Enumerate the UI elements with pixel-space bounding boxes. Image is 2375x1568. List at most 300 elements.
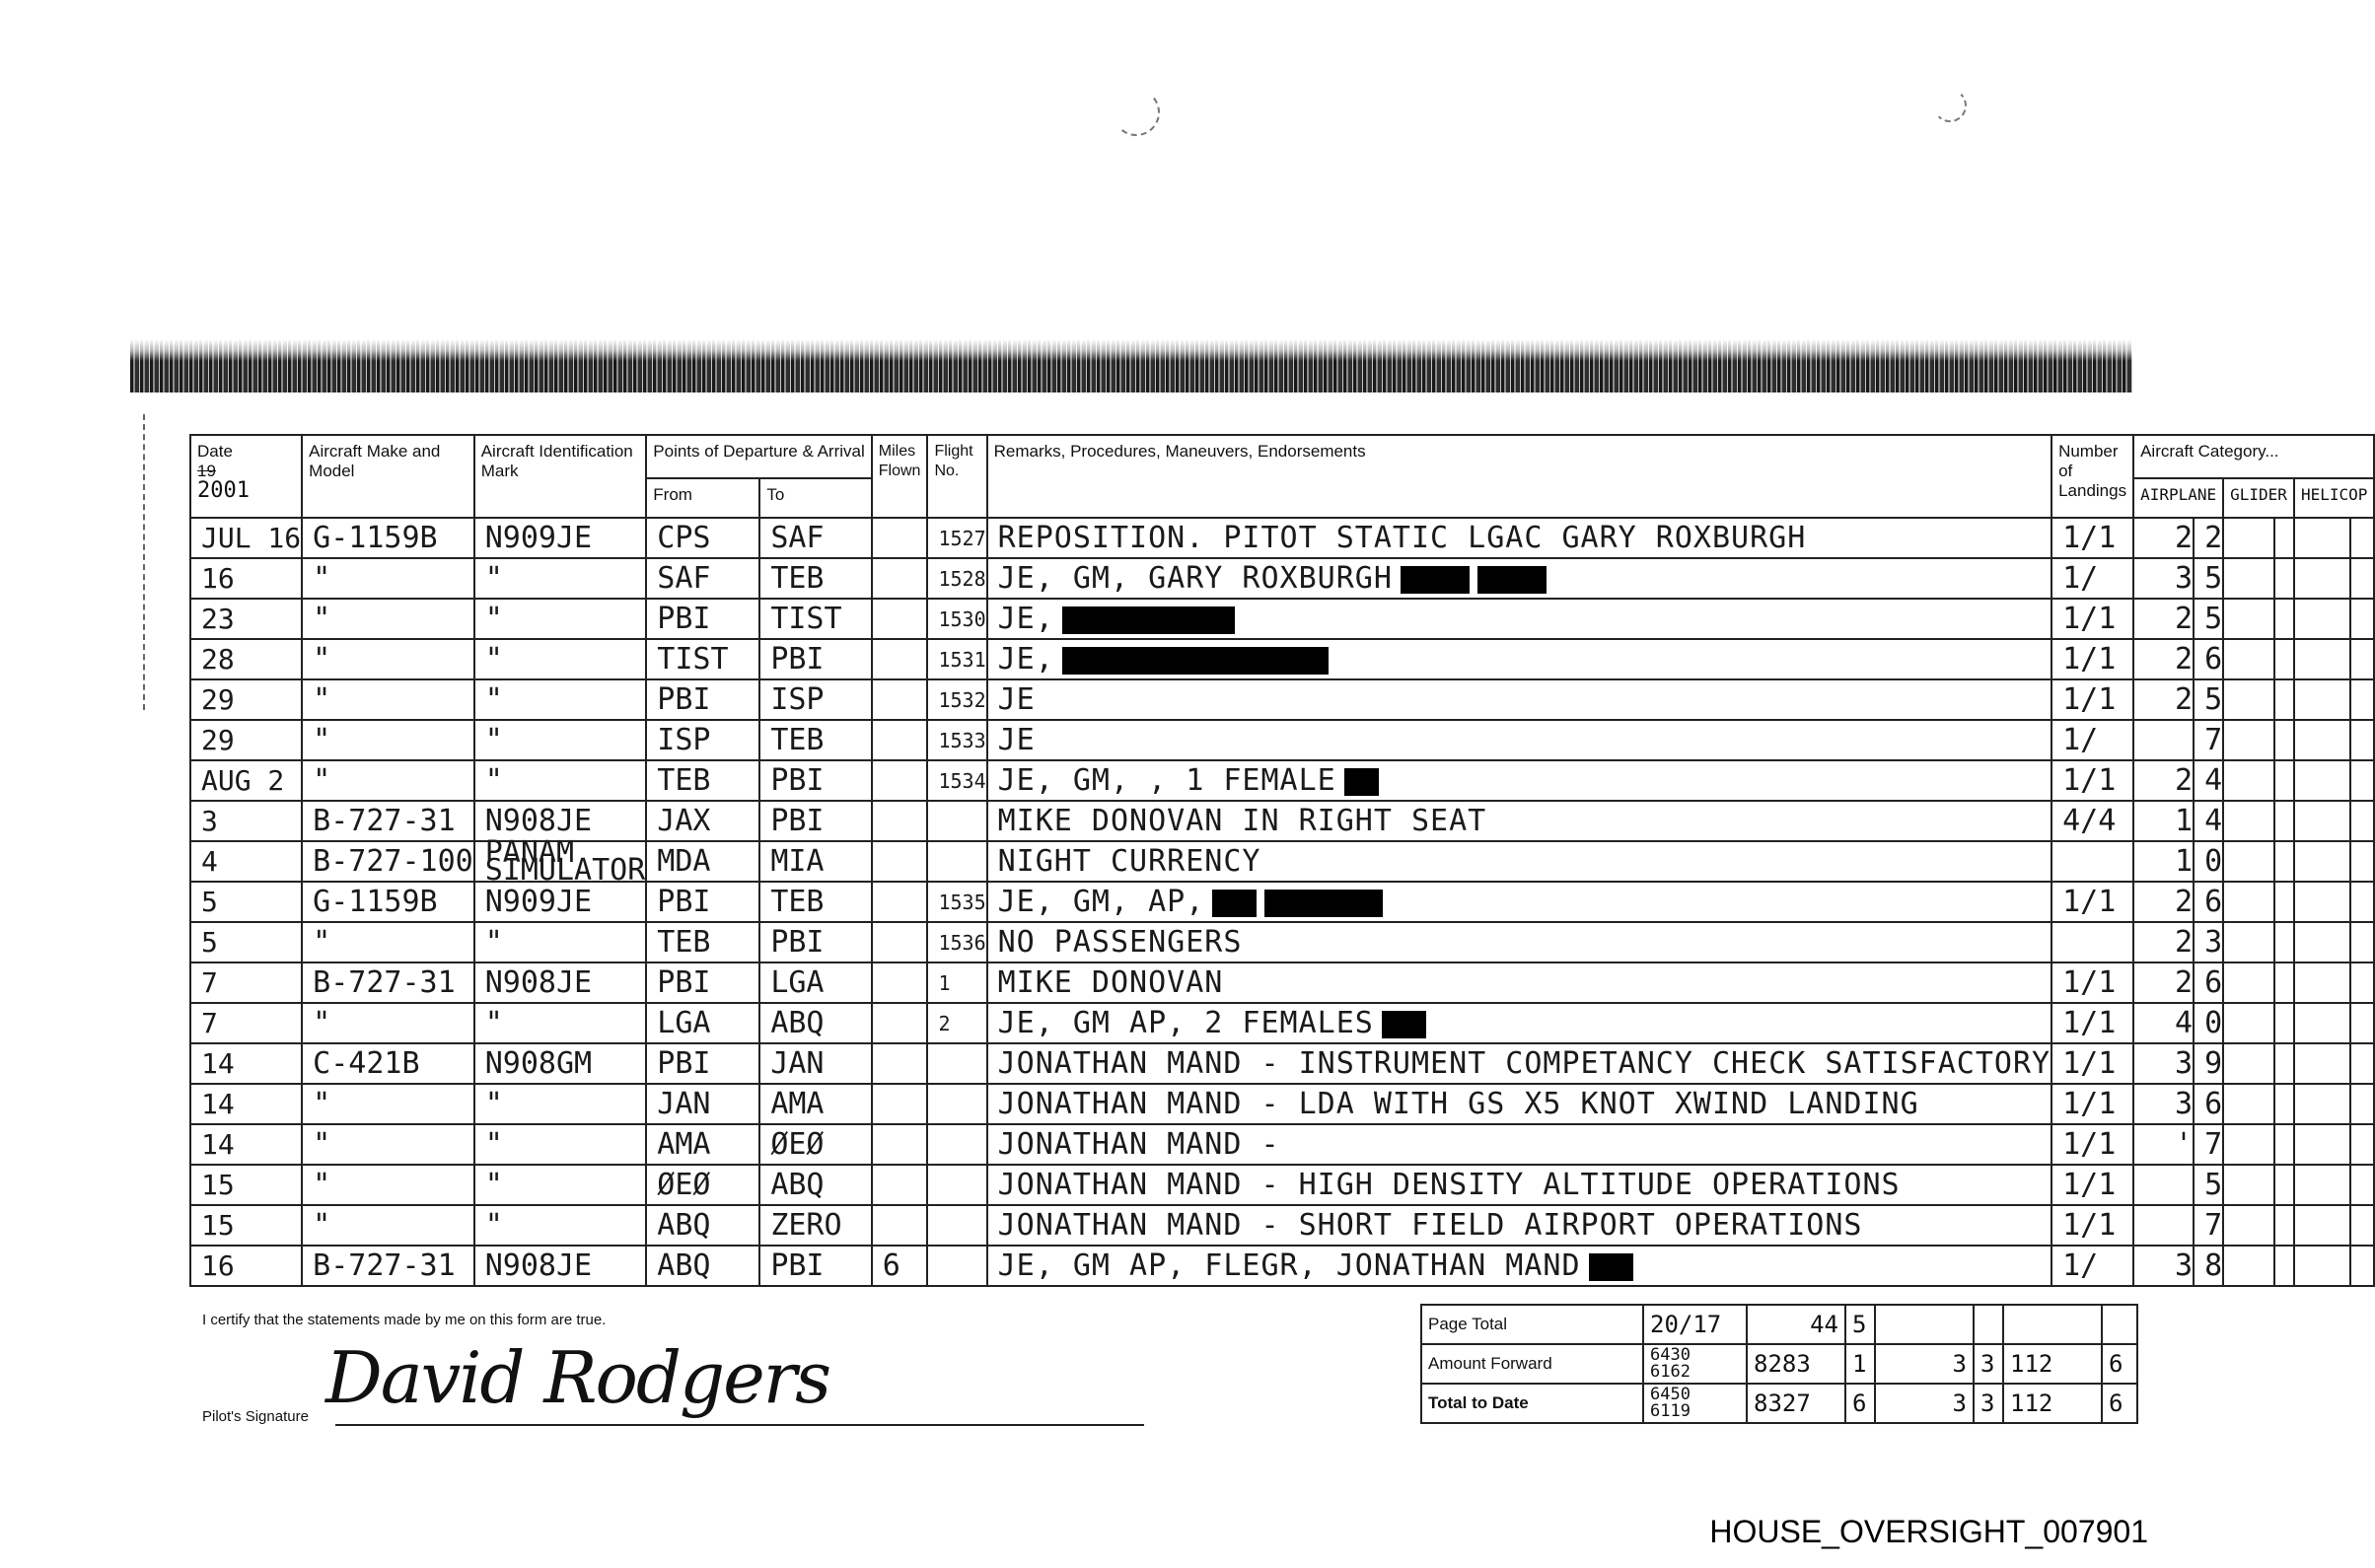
totals-table: [1420, 1304, 2138, 1424]
signature-label: Pilot's Signature: [202, 1408, 309, 1425]
log-empty-cell: [2350, 518, 2374, 558]
log-ident: ": [474, 760, 647, 801]
amount-forward-min: 1: [1845, 1344, 1875, 1384]
log-to: ABQ: [759, 1003, 871, 1043]
log-to: JAN: [759, 1043, 871, 1084]
log-miles: [872, 558, 928, 599]
log-remarks: JONATHAN MAND - LDA WITH GS X5 KNOT XWIND LANDING: [987, 1084, 2051, 1124]
log-miles: [872, 922, 928, 962]
log-empty-cell: [2223, 760, 2274, 801]
log-remarks: NO PASSENGERS: [987, 922, 2051, 962]
log-airplane-hours: [2133, 720, 2194, 760]
log-to: TEB: [759, 558, 871, 599]
amount-forward-glider-min: 3: [1974, 1344, 2003, 1384]
log-airplane-min: 6: [2194, 1084, 2223, 1124]
log-to: ZERO: [759, 1205, 871, 1246]
amount-forward-hours: 8283: [1747, 1344, 1845, 1384]
log-landings: 1/1: [2051, 639, 2133, 679]
redaction-bar: [1344, 768, 1379, 796]
log-row: [190, 558, 2374, 599]
log-row: [190, 1003, 2374, 1043]
log-empty-cell: [2274, 679, 2294, 720]
log-row: [190, 760, 2374, 801]
log-empty-cell: [2223, 1084, 2274, 1124]
log-landings: 1/1: [2051, 1124, 2133, 1165]
log-date: 23: [190, 599, 302, 639]
log-landings: 1/1: [2051, 1003, 2133, 1043]
log-date: 16: [190, 558, 302, 599]
log-make: ": [302, 558, 474, 599]
log-ident: ": [474, 1124, 647, 1165]
log-airplane-hours: [2133, 1205, 2194, 1246]
log-airplane-hours: ': [2133, 1124, 2194, 1165]
log-to: ØEØ: [759, 1124, 871, 1165]
log-from: PBI: [646, 599, 759, 639]
log-rows: [190, 518, 2374, 1286]
log-from: LGA: [646, 1003, 759, 1043]
log-remarks: JE,: [987, 639, 2051, 679]
log-flight: [927, 1165, 986, 1205]
log-flight: [927, 1043, 986, 1084]
log-miles: [872, 801, 928, 841]
log-empty-cell: [2350, 1246, 2374, 1286]
log-flight: [927, 1205, 986, 1246]
log-ident: PANAM SIMULATOR: [474, 841, 647, 882]
log-empty-cell: [2274, 922, 2294, 962]
log-make: ": [302, 720, 474, 760]
log-miles: [872, 518, 928, 558]
log-date: 14: [190, 1084, 302, 1124]
log-landings: 1/1: [2051, 1165, 2133, 1205]
log-airplane-min: 8: [2194, 1246, 2223, 1286]
log-date: 5: [190, 882, 302, 922]
log-empty-cell: [2274, 801, 2294, 841]
log-flight: 1: [927, 962, 986, 1003]
log-make: C-421B: [302, 1043, 474, 1084]
log-empty-cell: [2350, 1165, 2374, 1205]
log-remarks: NIGHT CURRENCY: [987, 841, 2051, 882]
log-miles: [872, 882, 928, 922]
log-make: G-1159B: [302, 518, 474, 558]
log-flight: 1527: [927, 518, 986, 558]
log-landings: 1/1: [2051, 679, 2133, 720]
log-empty-cell: [2274, 841, 2294, 882]
header-remarks: Remarks, Procedures, Maneuvers, Endorsements: [987, 435, 2051, 518]
total-to-date-heli: 112: [2003, 1384, 2102, 1423]
log-ident: ": [474, 679, 647, 720]
amount-forward-landings: 6430 6162: [1643, 1344, 1747, 1384]
header-cat-airplane: AIRPLANE: [2133, 478, 2223, 518]
log-miles: [872, 1043, 928, 1084]
log-landings: 1/: [2051, 720, 2133, 760]
log-empty-cell: [2274, 1043, 2294, 1084]
log-empty-cell: [2350, 962, 2374, 1003]
log-row: [190, 599, 2374, 639]
log-empty-cell: [2350, 801, 2374, 841]
log-empty-cell: [2274, 558, 2294, 599]
log-landings: [2051, 922, 2133, 962]
log-make: ": [302, 639, 474, 679]
header-points: Points of Departure & Arrival: [646, 435, 871, 478]
log-flight: [927, 1246, 986, 1286]
log-empty-cell: [2223, 922, 2274, 962]
log-remarks: JE, GM, AP,: [987, 882, 2051, 922]
log-empty-cell: [2294, 639, 2350, 679]
log-make: ": [302, 1124, 474, 1165]
log-empty-cell: [2223, 1246, 2274, 1286]
log-empty-cell: [2294, 760, 2350, 801]
log-to: PBI: [759, 1246, 871, 1286]
log-miles: [872, 1124, 928, 1165]
log-remarks: JE,: [987, 599, 2051, 639]
header-cat-helicopter: HELICOP: [2294, 478, 2374, 518]
redaction-bar: [1401, 566, 1470, 594]
log-airplane-hours: 3: [2133, 1084, 2194, 1124]
log-flight: 1535: [927, 882, 986, 922]
log-flight: 1534: [927, 760, 986, 801]
log-airplane-min: 7: [2194, 1124, 2223, 1165]
log-empty-cell: [2350, 1205, 2374, 1246]
log-airplane-hours: 2: [2133, 882, 2194, 922]
signature-line: [335, 1424, 1144, 1426]
log-empty-cell: [2223, 720, 2274, 760]
log-flight: [927, 1124, 986, 1165]
log-empty-cell: [2223, 882, 2274, 922]
log-make: ": [302, 1003, 474, 1043]
log-date: 7: [190, 962, 302, 1003]
log-empty-cell: [2294, 1043, 2350, 1084]
log-airplane-hours: 2: [2133, 679, 2194, 720]
log-date: 4: [190, 841, 302, 882]
log-landings: 1/1: [2051, 1084, 2133, 1124]
log-from: JAN: [646, 1084, 759, 1124]
log-to: LGA: [759, 962, 871, 1003]
log-empty-cell: [2294, 841, 2350, 882]
log-remarks: JE, GM AP, FLEGR, JONATHAN MAND: [987, 1246, 2051, 1286]
log-empty-cell: [2294, 1246, 2350, 1286]
log-remarks: MIKE DONOVAN IN RIGHT SEAT: [987, 801, 2051, 841]
log-from: ØEØ: [646, 1165, 759, 1205]
log-make: ": [302, 679, 474, 720]
log-remarks: JONATHAN MAND - INSTRUMENT COMPETANCY CHECK SATISFACTORY: [987, 1043, 2051, 1084]
margin-mark: [143, 414, 147, 710]
log-airplane-min: 6: [2194, 639, 2223, 679]
log-empty-cell: [2294, 518, 2350, 558]
log-empty-cell: [2350, 558, 2374, 599]
log-empty-cell: [2223, 639, 2274, 679]
log-airplane-min: 0: [2194, 841, 2223, 882]
total-to-date-label: Total to Date: [1421, 1384, 1643, 1423]
bates-stamp: HOUSE_OVERSIGHT_007901: [1709, 1514, 2148, 1549]
page-total-landings: 20/17: [1643, 1305, 1747, 1344]
header-from: From: [646, 478, 759, 518]
log-empty-cell: [2350, 922, 2374, 962]
empty-cell: [2003, 1305, 2102, 1344]
log-empty-cell: [2223, 801, 2274, 841]
log-to: PBI: [759, 922, 871, 962]
redaction-bar: [1264, 890, 1383, 917]
log-airplane-min: 0: [2194, 1003, 2223, 1043]
log-empty-cell: [2223, 1124, 2274, 1165]
log-miles: [872, 841, 928, 882]
log-flight: 1530: [927, 599, 986, 639]
log-ident: ": [474, 1205, 647, 1246]
redaction-bar: [1477, 566, 1547, 594]
log-airplane-hours: [2133, 1165, 2194, 1205]
log-row: [190, 841, 2374, 882]
total-to-date-min: 6: [1845, 1384, 1875, 1423]
log-empty-cell: [2274, 1003, 2294, 1043]
log-row: [190, 639, 2374, 679]
log-from: ISP: [646, 720, 759, 760]
log-to: ABQ: [759, 1165, 871, 1205]
log-remarks: MIKE DONOVAN: [987, 962, 2051, 1003]
total-to-date-heli-min: 6: [2102, 1384, 2137, 1423]
log-remarks: JONATHAN MAND - HIGH DENSITY ALTITUDE OPERATIONS: [987, 1165, 2051, 1205]
log-make: ": [302, 599, 474, 639]
log-date: 15: [190, 1165, 302, 1205]
redaction-bar: [1062, 606, 1235, 634]
log-row: [190, 518, 2374, 558]
log-empty-cell: [2294, 599, 2350, 639]
log-ident: ": [474, 1165, 647, 1205]
log-to: TEB: [759, 882, 871, 922]
log-empty-cell: [2274, 518, 2294, 558]
punch-hole-mark: [1113, 89, 1160, 136]
log-empty-cell: [2274, 1205, 2294, 1246]
punch-hole-mark: [1933, 89, 1967, 122]
log-date: 5: [190, 922, 302, 962]
log-empty-cell: [2350, 1003, 2374, 1043]
log-flight: 1528: [927, 558, 986, 599]
redaction-bar: [1589, 1253, 1633, 1281]
log-airplane-hours: 1: [2133, 841, 2194, 882]
log-empty-cell: [2294, 1205, 2350, 1246]
log-flight: [927, 1084, 986, 1124]
log-row: [190, 1246, 2374, 1286]
log-airplane-min: 5: [2194, 679, 2223, 720]
log-from: ABQ: [646, 1205, 759, 1246]
page-total-label: Page Total: [1421, 1305, 1643, 1344]
log-airplane-min: 4: [2194, 801, 2223, 841]
log-ident: N908JE: [474, 962, 647, 1003]
log-landings: 1/1: [2051, 518, 2133, 558]
header-cat-glider: GLIDER: [2223, 478, 2294, 518]
log-empty-cell: [2350, 1124, 2374, 1165]
log-ident: ": [474, 1003, 647, 1043]
log-ident: ": [474, 639, 647, 679]
log-flight: 1536: [927, 922, 986, 962]
redaction-bar: [1062, 647, 1329, 675]
header-landings: Number of Landings: [2051, 435, 2133, 518]
log-airplane-hours: 3: [2133, 558, 2194, 599]
total-to-date-glider: 3: [1875, 1384, 1974, 1423]
log-empty-cell: [2294, 882, 2350, 922]
log-remarks: REPOSITION. PITOT STATIC LGAC GARY ROXBURGH: [987, 518, 2051, 558]
log-empty-cell: [2223, 518, 2274, 558]
log-ident: N909JE: [474, 518, 647, 558]
log-ident: N909JE: [474, 882, 647, 922]
empty-cell: [1875, 1305, 1974, 1344]
log-empty-cell: [2223, 1003, 2274, 1043]
header-to: To: [759, 478, 871, 518]
log-to: ISP: [759, 679, 871, 720]
amount-forward-glider: 3: [1875, 1344, 1974, 1384]
log-airplane-hours: 3: [2133, 1246, 2194, 1286]
log-landings: 1/: [2051, 558, 2133, 599]
log-from: PBI: [646, 882, 759, 922]
log-ident: ": [474, 599, 647, 639]
log-ident: ": [474, 720, 647, 760]
log-empty-cell: [2223, 1165, 2274, 1205]
redaction-bar: [1212, 890, 1257, 917]
log-empty-cell: [2274, 1246, 2294, 1286]
header-category: Aircraft Category...: [2133, 435, 2374, 478]
header-flight: Flight No.: [927, 435, 986, 518]
log-empty-cell: [2274, 1124, 2294, 1165]
log-airplane-hours: 2: [2133, 922, 2194, 962]
log-row: [190, 1124, 2374, 1165]
log-miles: [872, 1205, 928, 1246]
log-empty-cell: [2350, 760, 2374, 801]
log-date: 7: [190, 1003, 302, 1043]
log-row: [190, 679, 2374, 720]
log-to: TEB: [759, 720, 871, 760]
log-airplane-hours: 2: [2133, 599, 2194, 639]
log-airplane-min: 7: [2194, 1205, 2223, 1246]
log-empty-cell: [2350, 882, 2374, 922]
log-flight: 1532: [927, 679, 986, 720]
log-remarks: JONATHAN MAND - SHORT FIELD AIRPORT OPERATIONS: [987, 1205, 2051, 1246]
log-date: 15: [190, 1205, 302, 1246]
log-empty-cell: [2223, 1043, 2274, 1084]
log-miles: [872, 1084, 928, 1124]
page-total-min: 5: [1845, 1305, 1875, 1344]
log-empty-cell: [2274, 882, 2294, 922]
log-airplane-hours: 3: [2133, 1043, 2194, 1084]
log-empty-cell: [2294, 1084, 2350, 1124]
log-remarks: JONATHAN MAND -: [987, 1124, 2051, 1165]
log-airplane-min: 6: [2194, 882, 2223, 922]
log-miles: [872, 639, 928, 679]
log-to: TIST: [759, 599, 871, 639]
log-empty-cell: [2274, 962, 2294, 1003]
log-flight: 1531: [927, 639, 986, 679]
log-date: 3: [190, 801, 302, 841]
log-row: [190, 720, 2374, 760]
header-miles: Miles Flown: [872, 435, 928, 518]
log-remarks: JE, GM AP, 2 FEMALES: [987, 1003, 2051, 1043]
log-empty-cell: [2350, 1043, 2374, 1084]
log-from: TIST: [646, 639, 759, 679]
log-miles: [872, 962, 928, 1003]
log-date: JUL 16: [190, 518, 302, 558]
log-miles: [872, 1165, 928, 1205]
log-from: SAF: [646, 558, 759, 599]
log-row: [190, 1205, 2374, 1246]
log-make: ": [302, 1084, 474, 1124]
log-landings: 4/4: [2051, 801, 2133, 841]
log-flight: [927, 841, 986, 882]
log-ident: N908JE: [474, 801, 647, 841]
log-to: SAF: [759, 518, 871, 558]
log-to: MIA: [759, 841, 871, 882]
amount-forward-label: Amount Forward: [1421, 1344, 1643, 1384]
log-remarks: JE, GM, , 1 FEMALE: [987, 760, 2051, 801]
empty-cell: [1974, 1305, 2003, 1344]
log-remarks: JE: [987, 720, 2051, 760]
total-to-date-hours: 8327: [1747, 1384, 1845, 1423]
log-empty-cell: [2223, 558, 2274, 599]
log-landings: 1/1: [2051, 962, 2133, 1003]
log-empty-cell: [2350, 1084, 2374, 1124]
log-make: ": [302, 1205, 474, 1246]
log-landings: 1/1: [2051, 882, 2133, 922]
log-date: 16: [190, 1246, 302, 1286]
log-empty-cell: [2350, 639, 2374, 679]
log-empty-cell: [2274, 1084, 2294, 1124]
log-from: ABQ: [646, 1246, 759, 1286]
log-from: CPS: [646, 518, 759, 558]
log-landings: [2051, 841, 2133, 882]
header-make: Aircraft Make and Model: [302, 435, 474, 518]
log-empty-cell: [2294, 922, 2350, 962]
header-date: Date 19 2001: [190, 435, 302, 518]
total-to-date-glider-min: 3: [1974, 1384, 2003, 1423]
redaction-bar: [1382, 1011, 1426, 1038]
log-date: 28: [190, 639, 302, 679]
log-make: B-727-31: [302, 962, 474, 1003]
log-ident: N908GM: [474, 1043, 647, 1084]
log-empty-cell: [2274, 720, 2294, 760]
log-empty-cell: [2350, 599, 2374, 639]
log-make: ": [302, 760, 474, 801]
log-empty-cell: [2274, 1165, 2294, 1205]
log-miles: [872, 679, 928, 720]
amount-forward-heli-min: 6: [2102, 1344, 2137, 1384]
log-empty-cell: [2294, 1003, 2350, 1043]
log-empty-cell: [2274, 599, 2294, 639]
log-empty-cell: [2350, 720, 2374, 760]
log-make: G-1159B: [302, 882, 474, 922]
log-make: B-727-100: [302, 841, 474, 882]
log-miles: [872, 1003, 928, 1043]
log-empty-cell: [2350, 679, 2374, 720]
log-from: TEB: [646, 760, 759, 801]
log-empty-cell: [2294, 1124, 2350, 1165]
log-remarks: JE: [987, 679, 2051, 720]
log-from: TEB: [646, 922, 759, 962]
log-row: [190, 882, 2374, 922]
log-to: PBI: [759, 760, 871, 801]
log-ident: ": [474, 1084, 647, 1124]
log-landings: 1/1: [2051, 599, 2133, 639]
log-date: 14: [190, 1043, 302, 1084]
log-airplane-hours: 2: [2133, 760, 2194, 801]
log-flight: 2: [927, 1003, 986, 1043]
log-make: ": [302, 1165, 474, 1205]
header-ident: Aircraft Identification Mark: [474, 435, 647, 518]
log-row: [190, 1043, 2374, 1084]
log-make: ": [302, 922, 474, 962]
amount-forward-heli: 112: [2003, 1344, 2102, 1384]
log-empty-cell: [2274, 639, 2294, 679]
log-empty-cell: [2294, 679, 2350, 720]
log-to: PBI: [759, 639, 871, 679]
log-airplane-min: 3: [2194, 922, 2223, 962]
log-flight: 1533: [927, 720, 986, 760]
log-landings: 1/1: [2051, 760, 2133, 801]
